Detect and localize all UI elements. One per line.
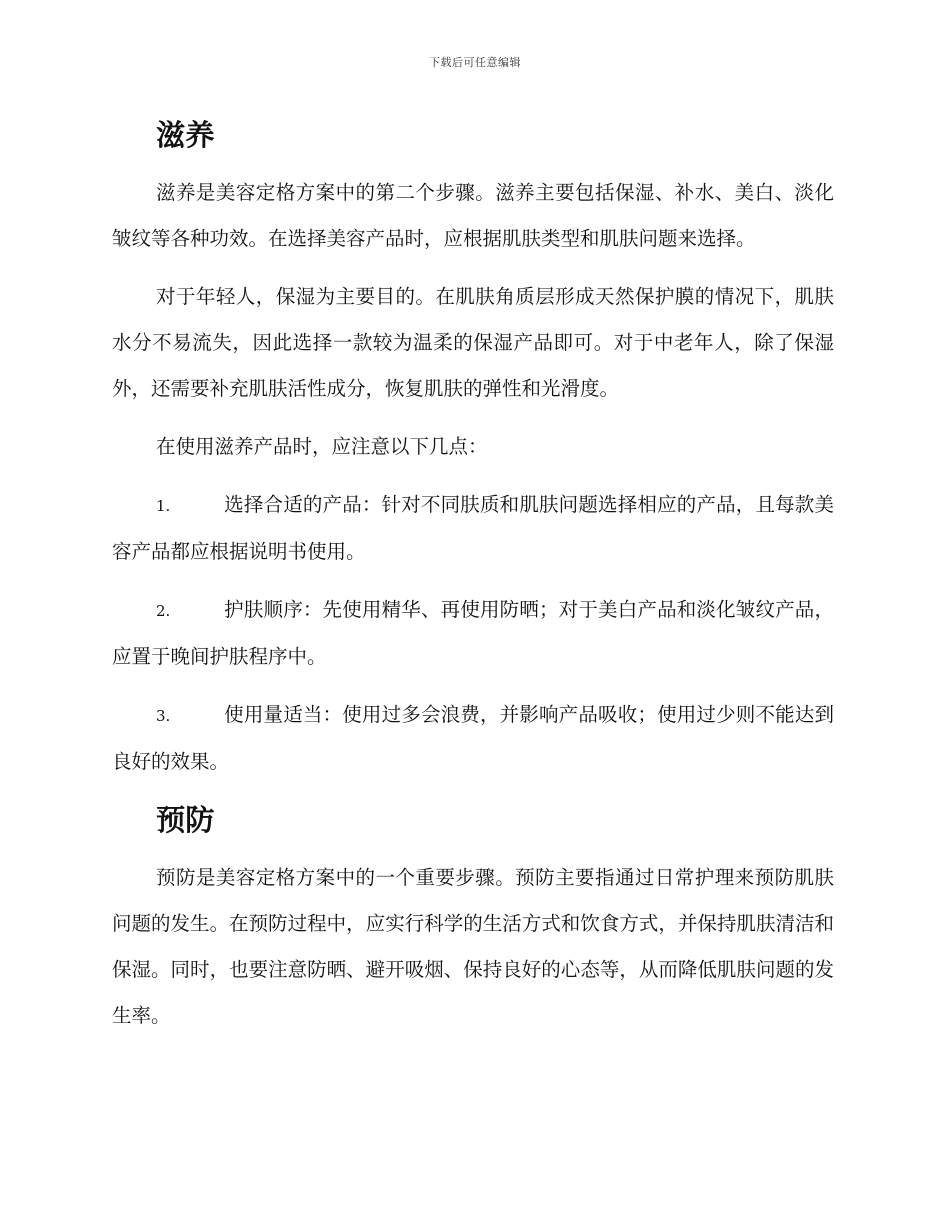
paragraph: 预防是美容定格方案中的一个重要步骤。预防主要指通过日常护理来预防肌肤问题的发生。在预防过程中，应实行科学的生活方式和饮食方式，并保持肌肤清洁和保湿。同时，也要注意防晒、避开吸烟、保持良好的心态等，从而降低肌肤问题的发生率。 [112, 866, 834, 1027]
list-item [112, 587, 834, 680]
list-item-number: 2. [156, 602, 171, 620]
paragraph: 滋养是美容定格方案中的第二个步骤。滋养主要包括保湿、补水、美白、淡化皱纹等各种功效。在选择美容产品时，应根据肌肤类型和肌肤问题来选择。 [112, 181, 834, 250]
list-item [112, 692, 834, 785]
paragraph: 在使用滋养产品时，应注意以下几点： [156, 435, 488, 458]
section-heading-prevention: 预防 [156, 803, 215, 837]
paragraph: 对于年轻人，保湿为主要目的。在肌肤角质层形成天然保护膜的情况下，肌肤水分不易流失，因此选择一款较为温柔的保湿产品即可。对于中老年人，除了保湿外，还需要补充肌肤活性成分，恢复肌肤的弹性和光滑度。 [112, 285, 834, 400]
list-item-number: 3. [156, 707, 171, 725]
document-body [112, 112, 834, 1051]
list-item [112, 482, 834, 575]
header-note: 下载后可任意编辑 [429, 56, 521, 69]
list-item-number: 1. [156, 497, 171, 515]
list-item-text: 选择合适的产品：针对不同肤质和肌肤问题选择相应的产品，且每款美容产品都应根据说明书使用。 [112, 493, 834, 563]
list-item-text: 使用量适当：使用过多会浪费，并影响产品吸收；使用过少则不能达到良好的效果。 [112, 703, 834, 773]
section-heading-nourish: 滋养 [156, 118, 215, 152]
list-item-text: 护肤顺序：先使用精华、再使用防晒；对于美白产品和淡化皱纹产品，应置于晚间护肤程序中。 [112, 598, 834, 668]
